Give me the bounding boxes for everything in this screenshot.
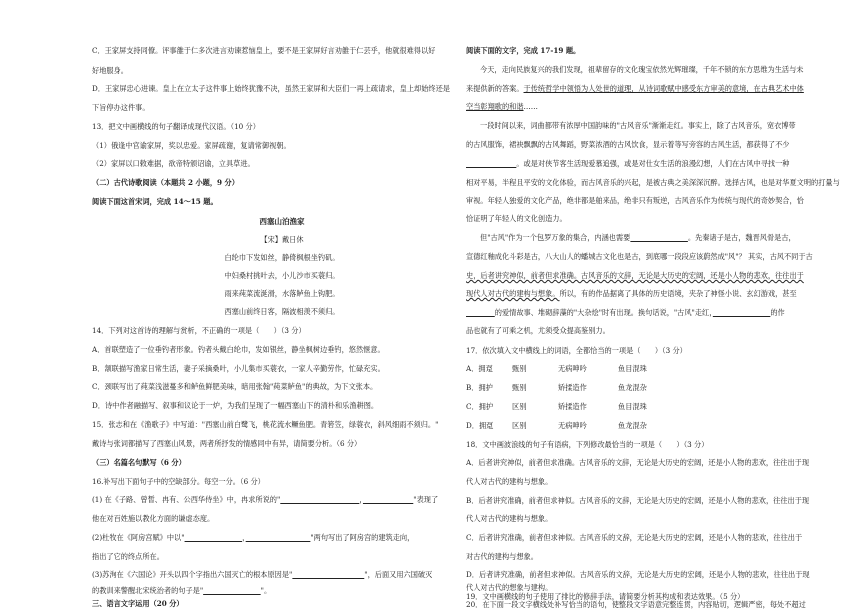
section-dictation-heading: （三）名篇名句默写（6 分）	[92, 458, 186, 467]
q16-blank-5[interactable]	[292, 570, 364, 579]
q20-prompt: 20．在下面一段文字横线处补写恰当的语句，使整段文字语意完整连贯，内容贴切，逻辑严密，每处不超过	[466, 600, 806, 609]
q16-prompt: 16.补写出下面句子中的空缺部分。每空一分。（6 分）	[92, 477, 265, 486]
q16-item-1: (1) 在《子路、曾皙、冉有、公西华侍坐》中，冉求所说的" ， "表现了	[92, 495, 439, 504]
q12-option-c-line1: C．王家屏支持同僚。评事雒于仁多次进言劝谏惹恼皇上，要不是王家屏好言劝雒于仁芸乎，他就很难得以好	[92, 46, 436, 55]
poem-line-3: 雨来莼菜流涎滑，水落鲈鱼上钩肥。	[224, 289, 340, 298]
q16-blank-6[interactable]	[203, 586, 261, 595]
q18-prompt: 18．文中画波浪线的句子有语病，下列修改最恰当的一项是（ ）（3 分）	[466, 440, 709, 449]
wavy-sentence: 史，后者讲究神似，前者但求准确。古风音乐的文辞，无论是大历史的宏阔，还是小人物的悲欢，往往出于	[466, 271, 804, 280]
q12-option-d-line1: D．王家屏忠心进谏。皇上在立太子这件事上始终犹豫不决，虽然王家屏和大臣们一再上疏请求，皇上却始终还是	[92, 84, 450, 93]
q14-option-b: B．颔联描写渔家日常生活，妻子采摘桑叶，小儿集市买蓑衣，一家人辛勤劳作，忙碌充实。	[92, 364, 385, 373]
para3-line6: 品也就有了可乘之机，尤须受众提高鉴别力。	[466, 326, 610, 335]
q16-item-2: (2)杜牧在《阿房宫赋》中以" ， "两句写出了阿房宫的建筑走向，	[92, 533, 415, 542]
q14-option-d: D．诗中作者融描写、叙事和议论于一炉，为我们呈现了一幅西塞山下的清朴和乐渔耕图。	[92, 401, 379, 410]
q13-prompt: 13．把文中画横线的句子翻译成现代汉语。（10 分）	[92, 122, 260, 131]
q12-option-d-line2: 下旨停办这件事。	[92, 103, 150, 112]
q18-option-b-line2: 代人对古代的建构与想象。	[466, 514, 553, 523]
q18-option-d-line1[interactable]: D．后者讲究准确，前者但求神似。古风音乐的文辞，无论是大历史的宏阔，还是小人物的悲欢，往往出于现	[466, 570, 810, 579]
para2-line5: 审视。年轻人独爱的文化产品，绝非都是舶来品，绝非只有叛逆，古风音乐作为传统与现代的奇妙契合，恰	[466, 196, 804, 205]
poem-line-4: 西塞山前终日客，隔波相羡不须归。	[224, 307, 340, 316]
q16-blank-2[interactable]	[363, 495, 413, 504]
exam-page: C．王家屏支持同僚。评事雒于仁多次进言劝谏惹恼皇上，要不是王家屏好言劝雒于仁芸乎，他就很难得以好 好地服身。 D．王家屏忠心进谏。皇上在立太子这件事上始终犹豫不决，虽然王家屏和大臣们一再上疏请求，皇上却始终还是 下旨停办这件事。 13．把文中画横线的句子翻译成现代汉语。（10 分） （1）俄逢中官谕家屏，奖以忠爱。家屏疏谢，复请常御视朝。 （2）家屏以口敕难据，欲帝特颁诏谕，立具草进。 （二）古代诗歌阅读（本题共 2 小题，9 分） 阅读下面这首宋词，完成 14～15 题。 西塞山泊渔家 【宋】戴日休 白纶巾下发如丝，静倚枫根坐钓矶。 中妇桑村挑叶去，小儿沙市买蓑归。 雨来莼菜流涎滑，水落鲈鱼上钩肥。 西塞山前终日客，隔波相羡不须归。 14．下列对这首诗的理解与赏析，不正确的一项是（ ）（3 分） A．首联塑造了一位垂钓者形象。钓者头戴白纶巾，发如银丝，静坐枫树边垂钓，悠然惬意。 B．颔联描写渔家日常生活，妻子采摘桑叶，小儿集市买蓑衣，一家人辛勤劳作，忙碌充实。 C．颈联写出了莼菜浅滋蔓多和鲈鱼鲜肥美味，暗用张翰"莼菜鲈鱼"的典故，为下文张本。 D．诗中作者融描写、叙事和议论于一炉，为我们呈现了一幅西塞山下的清朴和乐渔耕图。 15．张志和在《渔歌子》中写道："西塞山前白鹭飞，桃花流水鳜鱼肥。青箬笠，绿蓑衣，斜风细雨不须归。" 戴诗与张词都描写了西塞山风景，两者所抒发的情感同中有异，请简要分析。（6 分） （三）名篇名句默写（6 分） 16.补写出下面句子中的空缺部分。每空一分。（6 分） (1) 在《子路、曾皙、冉有、公西华侍坐》中，冉求所说的" ， "表现了 他在对百姓施以教化方面的谦虚态度。 (2)杜牧在《阿房宫赋》中以" ， "两句写出了阿房宫的建筑走向， 指出了它的终点所在。 (3)苏洵在《六国论》开头以四个字指出六国灭亡的根本原因是" "，后面又用六国破灭 的教训来警醒北宋统治者的句子是" "。 三、语言文字运用（20 分） 阅读下面的文字，完成 17-19 题。 今天，走向民族复兴的我们发现，祖辈留存的文化瑰宝依然光辉璀璨，千年不锁的东方思维为生活与未 来提供新的答案。于传统哲学中领悟为人处世的道理，从诗词歌赋中感受东方审美的意境，在古典艺术中体 空当彰翔歌的和谐…… 一段时间以来，词曲都带有浓厚中国韵味的"古风音乐"渐渐走红。事实上，除了古风音乐，宽衣博带 的古风服饰，裙袂飘飘的古风舞蹈，野菜浓酒的古风饮食，显示着等写旁容的古风生活，都获得了不少 。或是对侠节客生活现爱慕追强，或是对仕女生活的浪漫幻想，人们在古风中寻找一种 相对平易，半程且平安的文化体验，而古风音乐的兴起，是被古典之美深深沉醉。选择古风，也是对华夏文明的打量与 审视。年轻人独爱的文化产品，绝非都是舶来品，绝非只有叛逆，古风音乐作为传统与现代的奇妙契合，恰 恰证明了年轻人的文化创造力。 但"古风"作为一个包罗万象的集合，内涵也需要 。先秦诸子是古，魏晋风骨是古， 宣德红釉成化斗彩是古，八大山人的蟠城古文化也是古，到底哪一段段应该蔚然成"风"？ 其实，古风不同于古 史，后者讲究神似，前者但求准确。古风音乐的文辞，无论是大历史的宏阔，还是小人物的悲欢，往往出于 现代人对古代的建构与想象。所以，有的作品据离了具体的历史语境，夹杂了神怪小说、玄幻游戏，甚至 的爱情故事、堆砌辞藻的"大杂烩"时有出现。换句话说，"古风"走红， 的作 品也就有了可乘之机，尤须受众提高鉴别力。 17．依次填入文中横线上的词语，全都恰当的一项是（ ）（3 分） A．拥趸 甄别 无病呻吟 鱼目混珠 B．拥护 甄别 矫揉造作 鱼龙混杂 C．拥护 区别 矫揉造作 鱼目混珠 D．拥趸 区别 无病呻吟 鱼龙混杂 18．文中画波浪线的句子有语病，下列修改最恰当的一项是（ ）（3 分） A．后者讲究神似，前者但求准确。古风音乐的文辞，无论是大历史的宏阔，还是小人物的悲欢，往往出于现 代人对古代的建构与想象。 B．后者讲究准确，前者但求神似。古风音乐的文辞，无论是大历史的宏阔，还是小人物的悲欢，往往出于现 代人对古代的建构与想象。 C．后者讲究准确，前者但求神似。古风音乐的文辞，无论是大历史的宏阔，还是小人物的悲欢，往往出于 对古代的建构与想象。 D．后者讲究准确，前者但求神似。古风音乐的文辞，无论是大历史的宏阔，还是小人物的悲欢，往往出于现 代人对古代的想象与建构。 19．文中画横线的句子使用了排比的修辞手法，请简要分析其构成和表达效果。（5 分） 20．在下面一段文字横线处补写恰当的语句，使整段文字语意完整连贯，内容贴切，逻辑严密，每处不超过	[92, 46, 840, 609]
q18-option-a-line2: 代人对古代的建构与想象。	[466, 477, 553, 486]
q18-option-d-line2: 代人对古代的想象与建构。	[466, 583, 553, 592]
blank-4[interactable]	[713, 308, 771, 317]
q14-option-a: A．首联塑造了一位垂钓者形象。钓者头戴白纶巾，发如银丝，静坐枫树边垂钓，悠然惬意。	[92, 345, 385, 354]
q15-prompt-line2: 戴诗与张词都描写了西塞山风景，两者所抒发的情感同中有异，请简要分析。（6 分）	[92, 439, 362, 448]
q16-item-2-cont: 指出了它的终点所在。	[92, 552, 164, 561]
q18-option-c-line1[interactable]: C．后者讲究准确，前者但求神似。古风音乐的文辞，无论是大历史的宏阔，还是小人物的悲欢，往往出于	[466, 533, 803, 542]
para1-line3: 空当彰翔歌的和谐……	[466, 102, 538, 111]
para3-line2: 宣德红釉成化斗彩是古，八大山人的蟠城古文化也是古，到底哪一段段应该蔚然成"风"？ 其实，古风不同于古	[466, 252, 813, 261]
section-poetry-heading: （二）古代诗歌阅读（本题共 2 小题，9 分）	[92, 178, 239, 187]
parallel-sentence-end: 空当彰翔歌的和谐	[466, 102, 524, 111]
section-language-heading: 三、语言文字运用（20 分）	[92, 599, 184, 608]
q16-blank-3[interactable]	[185, 533, 243, 542]
para2-line1: 一段时间以来，词曲都带有浓厚中国韵味的"古风音乐"渐渐走红。事实上，除了古风音乐，宽衣博带	[480, 121, 796, 130]
q16-blank-1[interactable]	[280, 495, 359, 504]
para2-line6: 恰证明了年轻人的文化创造力。	[466, 214, 567, 223]
q16-blank-4[interactable]	[246, 533, 311, 542]
q13-sentence-1: （1）俄逢中官谕家屏，奖以忠爱。家屏疏谢，复请常御视朝。	[92, 141, 291, 150]
q14-prompt: 14．下列对这首诗的理解与赏析，不正确的一项是（ ）（3 分）	[92, 326, 306, 335]
q16-item-3-cont: 的教训来警醒北宋统治者的句子是" "。	[92, 586, 272, 595]
para1-line2: 来提供新的答案。于传统哲学中领悟为人处世的道理，从诗词歌赋中感受东方审美的意境，在古典艺术中体	[466, 84, 804, 93]
q18-option-b-line1[interactable]: B．后者讲究准确，前者但求神似。古风音乐的文辞，无论是大历史的宏阔，还是小人物的悲欢，往往出于现	[466, 496, 810, 505]
para3-line5: 的爱情故事、堆砌辞藻的"大杂烩"时有出现。换句话说，"古风"走红， 的作	[466, 308, 785, 317]
q15-prompt-line1: 15．张志和在《渔歌子》中写道："西塞山前白鹭飞，桃花流水鳜鱼肥。青箬笠，绿蓑衣，斜风细雨不须归。"	[92, 420, 439, 429]
blank-3[interactable]	[466, 308, 495, 317]
para2-line4: 相对平易，半程且平安的文化体验，而古风音乐的兴起，是被古典之美深深沉醉。选择古风，也是对华夏文明的打量与	[466, 178, 840, 187]
q13-sentence-2: （2）家屏以口敕难据，欲帝特颁诏谕，立具草进。	[92, 159, 255, 168]
para3-line4: 现代人对古代的建构与想象。所以，有的作品据离了具体的历史语境，夹杂了神怪小说、玄幻游戏，甚至	[466, 289, 797, 298]
q14-option-c: C．颈联写出了莼菜浅滋蔓多和鲈鱼鲜肥美味，暗用张翰"莼菜鲈鱼"的典故，为下文张本。	[92, 382, 378, 391]
para1-line1: 今天，走向民族复兴的我们发现，祖辈留存的文化瑰宝依然光辉璀璨，千年不锁的东方思维为生活与未	[480, 65, 804, 74]
parallel-sentence: 于传统哲学中领悟为人处世的道理，从诗词歌赋中感受东方审美的意境，在古典艺术中体	[523, 84, 804, 93]
poem-author: 【宋】戴日休	[260, 235, 304, 244]
poem-line-2: 中妇桑村挑叶去，小儿沙市买蓑归。	[224, 271, 340, 280]
q18-option-a-line1[interactable]: A．后者讲究神似，前者但求准确。古风音乐的文辞，无论是大历史的宏阔，还是小人物的悲欢，往往出于现	[466, 458, 810, 467]
q18-option-c-line2: 对古代的建构与想象。	[466, 552, 538, 561]
poem-title: 西塞山泊渔家	[259, 217, 305, 226]
wavy-sentence-end: 现代人对古代的建构与想象。	[466, 289, 560, 298]
reading-intro: 阅读下面的文字，完成 17-19 题。	[466, 46, 581, 55]
q17-prompt: 17．依次填入文中横线上的词语，全都恰当的一项是（ ）（3 分）	[466, 346, 687, 355]
para3-line1: 但"古风"作为一个包罗万象的集合，内涵也需要 。先秦诸子是古，魏晋风骨是古，	[480, 233, 796, 242]
q19-prompt: 19．文中画横线的句子使用了排比的修辞手法，请简要分析其构成和表达效果。（5 分）	[466, 592, 745, 601]
blank-2[interactable]	[630, 233, 688, 242]
para3-line3	[466, 271, 804, 280]
q16-item-1-cont: 他在对百姓施以教化方面的谦虚态度。	[92, 514, 215, 523]
poetry-intro: 阅读下面这首宋词，完成 14～15 题。	[92, 197, 218, 206]
blank-1[interactable]	[466, 159, 516, 168]
q12-option-c-line2: 好地服身。	[92, 66, 128, 75]
poem-line-1: 白纶巾下发如丝，静倚枫根坐钓矶。	[224, 253, 340, 262]
q16-item-3: (3)苏洵在《六国论》开头以四个字指出六国灭亡的根本原因是" "，后面又用六国破灭	[92, 570, 433, 579]
para2-line2: 的古风服饰，裙袂飘飘的古风舞蹈，野菜浓酒的古风饮食，显示着等写旁容的古风生活，都获得了不少	[466, 140, 790, 149]
para2-line3: 。或是对侠节客生活现爱慕追强，或是对仕女生活的浪漫幻想，人们在古风中寻找一种	[466, 159, 789, 168]
